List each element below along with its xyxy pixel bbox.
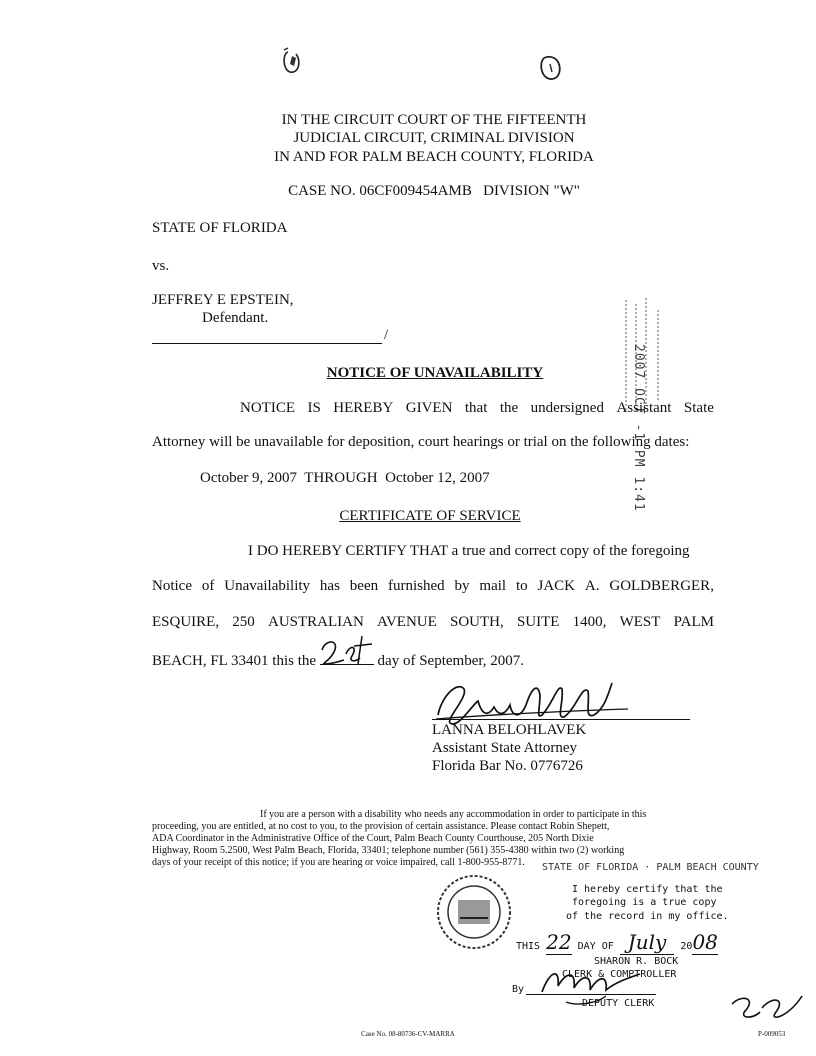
cert-word: WEST [619, 614, 661, 630]
defendant-name: JEFFREY E EPSTEIN, [152, 292, 294, 308]
notice-word: NOTICE [240, 400, 295, 416]
hole-punch-mark-left [278, 46, 308, 78]
stamp-year-prefix: 20 [680, 941, 693, 952]
cert-line4-suffix: day of September, 2007. [377, 653, 524, 669]
court-header-line-2: JUDICIAL CIRCUIT, CRIMINAL DIVISION [293, 130, 575, 146]
stamp-day-handwritten: 22 [546, 930, 572, 954]
hole-punch-mark-right [536, 52, 566, 84]
stamp-certify-line-2: foregoing is a true copy [572, 897, 717, 908]
court-header-line-3: IN AND FOR PALM BEACH COUNTY, FLORIDA [274, 149, 594, 165]
notice-word: the [499, 400, 519, 416]
stamp-header: STATE OF FLORIDA · PALM BEACH COUNTY [542, 862, 759, 873]
stamp-date-line [516, 930, 718, 954]
cert-word: Unavailability [224, 578, 311, 594]
notice-paragraph-line-1 [240, 400, 714, 417]
certificate-line-3 [152, 614, 714, 631]
county-seal [436, 874, 512, 950]
certificate-line-2 [152, 578, 714, 595]
cert-word: AVENUE [377, 614, 437, 630]
stamp-clerk-title: CLERK & COMPTROLLER [562, 969, 677, 980]
handwritten-initials [728, 990, 808, 1030]
handwritten-day-glyph [316, 634, 376, 668]
stamp-clerk-name: SHARON R. BOCK [594, 956, 679, 967]
cert-word: PALM [673, 614, 714, 630]
notice-paragraph-line-2: Attorney will be unavailable for deposition, court hearings or trial on the following dates: [152, 434, 690, 450]
certified-copy-stamp [432, 860, 759, 1020]
stamp-by-label: By [512, 984, 525, 995]
stamp-certify-line-1: I hereby certify that the [572, 884, 723, 895]
attorney-title: Assistant State Attorney [432, 740, 577, 756]
certificate-line-4 [152, 650, 524, 670]
cert-word: to [515, 578, 528, 594]
stamp-deputy-label: DEPUTY CLERK [582, 998, 655, 1009]
notice-title: NOTICE OF UNAVAILABILITY [326, 365, 544, 381]
cert-word: ESQUIRE, [152, 614, 220, 630]
certificate-line-1: I DO HEREBY CERTIFY THAT a true and correct copy of the foregoing [248, 543, 690, 559]
stamp-month-handwritten: July [620, 930, 675, 955]
cert-word: GOLDBERGER, [609, 578, 714, 594]
cert-word: 1400, [572, 614, 607, 630]
ada-notice-line-1: If you are a person with a disability who needs any accommodation in order to participate in this [260, 809, 647, 820]
signature-line [432, 719, 690, 720]
cert-word: A. [584, 578, 600, 594]
case-number-line: CASE NO. 06CF009454AMB DIVISION "W" [288, 183, 580, 199]
notice-word: Assistant [616, 400, 672, 416]
stamp-certify-line-3: of the record in my office. [566, 911, 729, 922]
defendant-role: Defendant. [202, 310, 269, 326]
cert-word: of [201, 578, 215, 594]
certificate-title: CERTIFICATE OF SERVICE [339, 508, 521, 524]
cert-word: JACK [537, 578, 576, 594]
stamp-year-handwritten: 08 [692, 930, 718, 954]
ada-notice-line-4: Highway, Room 5.2500, West Palm Beach, Florida, 33401; telephone number (561) 355-4380 within two (2) working [152, 845, 625, 856]
cert-word: AUSTRALIAN [268, 614, 364, 630]
cert-word: mail [479, 578, 507, 594]
versus-label: vs. [152, 258, 170, 274]
notice-word: HEREBY [333, 400, 394, 416]
handwritten-day-blank [320, 650, 374, 665]
ada-notice-line-3: ADA Coordinator in the Administrative Office of the Court, Palm Beach County Courthouse, 205 North Dixie [152, 833, 594, 844]
footer-case-number: Case No. 08-80736-CV-MARRA [361, 1030, 455, 1038]
unavailable-dates: October 9, 2007 THROUGH October 12, 2007 [200, 470, 490, 486]
filing-stamp-text: 2007 OCT -1 PM 1:41 [631, 344, 646, 512]
cert-word: SOUTH, [449, 614, 504, 630]
notice-word: that [464, 400, 488, 416]
footer-page-id: P-009053 [758, 1030, 786, 1038]
cert-word: 250 [232, 614, 255, 630]
attorney-bar-number: Florida Bar No. 0776726 [432, 758, 583, 774]
ada-notice-line-2: proceeding, you are entitled, at no cost to you, to the provision of certain assistance. Please contact Robin Shepett, [152, 821, 610, 832]
stamp-day-of-label: DAY OF [577, 941, 614, 952]
ada-notice-line-5: days of your receipt of this notice; if you are hearing or voice impaired, call 1-800-955-8771. [152, 857, 525, 868]
stamp-this-label: THIS [516, 941, 541, 952]
caption-slash: / [384, 327, 389, 343]
cert-word: Notice [152, 578, 192, 594]
plaintiff-name: STATE OF FLORIDA [152, 220, 288, 236]
notice-word: undersigned [530, 400, 604, 416]
notice-word: IS [307, 400, 321, 416]
caption-underline [152, 343, 382, 344]
attorney-name: LANNA BELOHLAVEK [432, 722, 587, 738]
cert-word: SUITE [516, 614, 560, 630]
notice-word: State [683, 400, 714, 416]
cert-line4-prefix: BEACH, FL 33401 this the [152, 653, 317, 669]
court-header-line-1: IN THE CIRCUIT COURT OF THE FIFTEENTH [281, 112, 587, 128]
cert-word: been [349, 578, 379, 594]
cert-word: furnished [388, 578, 445, 594]
cert-word: has [319, 578, 340, 594]
notice-word: GIVEN [405, 400, 453, 416]
cert-word: by [454, 578, 470, 594]
